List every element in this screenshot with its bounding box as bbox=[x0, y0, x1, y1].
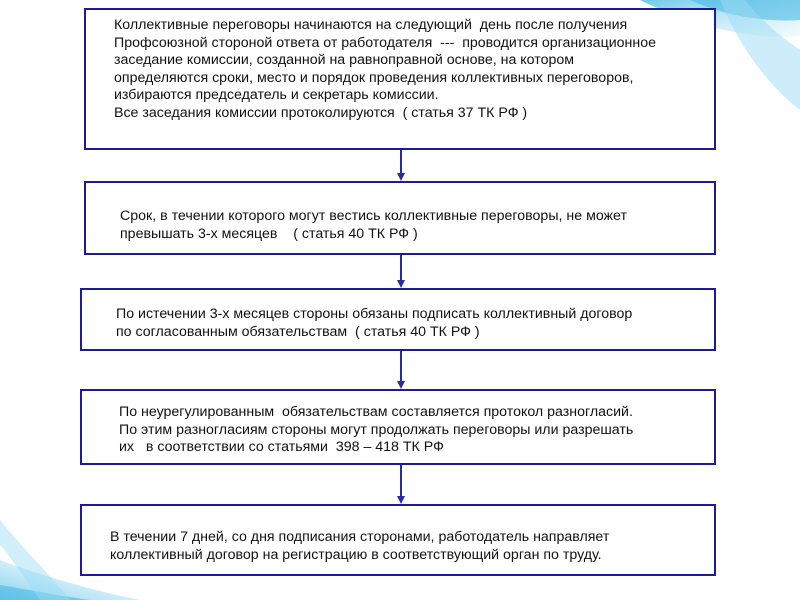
arrow-3-to-4 bbox=[397, 351, 405, 389]
step-5-line-1: В течении 7 дней, со дня подписания сторонами, работодатель направляет bbox=[110, 529, 610, 545]
step-box-1 bbox=[84, 8, 716, 150]
step-box-2 bbox=[84, 181, 716, 255]
step-1-line-2: Профсоюзной стороной ответа от работодателя --- проводится организационное bbox=[114, 34, 656, 51]
step-5-line-2: коллективный договор на регистрацию в соответствующий орган по труду. bbox=[110, 546, 602, 563]
step-1-line-1: Коллективные переговоры начинаются на следующий день после получения bbox=[114, 17, 628, 33]
arrow-4-to-5 bbox=[397, 465, 405, 504]
step-3-line-2: по согласованным обязательствам ( статья 40 ТК РФ ) bbox=[116, 323, 480, 340]
step-box-5 bbox=[80, 504, 716, 576]
step-1-line-5: избираются председатель и секретарь комиссии. bbox=[114, 87, 439, 104]
step-2-line-2: превышать 3-х месяцев ( статья 40 ТК РФ ) bbox=[120, 225, 418, 242]
step-1-line-3: заседание комиссии, созданной на равноправной основе, на котором bbox=[114, 52, 574, 69]
step-4-line-1: По неурегулированным обязательствам составляется протокол разногласий. bbox=[119, 404, 633, 420]
step-4-line-2: По этим разногласиям стороны могут продолжать переговоры или разрешать bbox=[119, 421, 634, 438]
step-box-4 bbox=[80, 389, 716, 465]
step-3-line-1: По истечении 3-х месяцев стороны обязаны подписать коллективный договор bbox=[116, 306, 633, 322]
step-box-3 bbox=[80, 288, 716, 351]
step-1-line-4: определяются сроки, место и порядок проведения коллективных переговоров, bbox=[114, 69, 634, 86]
arrow-1-to-2 bbox=[397, 150, 405, 181]
arrow-2-to-3 bbox=[397, 255, 405, 288]
step-2-line-1: Срок, в течении которого могут вестись коллективные переговоры, не может bbox=[120, 208, 627, 224]
step-4-line-3: их в соответствии со статьями 398 – 418 ТК РФ bbox=[119, 439, 444, 456]
step-1-line-6: Все заседания комиссии протоколируются ( статья 37 ТК РФ ) bbox=[114, 104, 528, 121]
